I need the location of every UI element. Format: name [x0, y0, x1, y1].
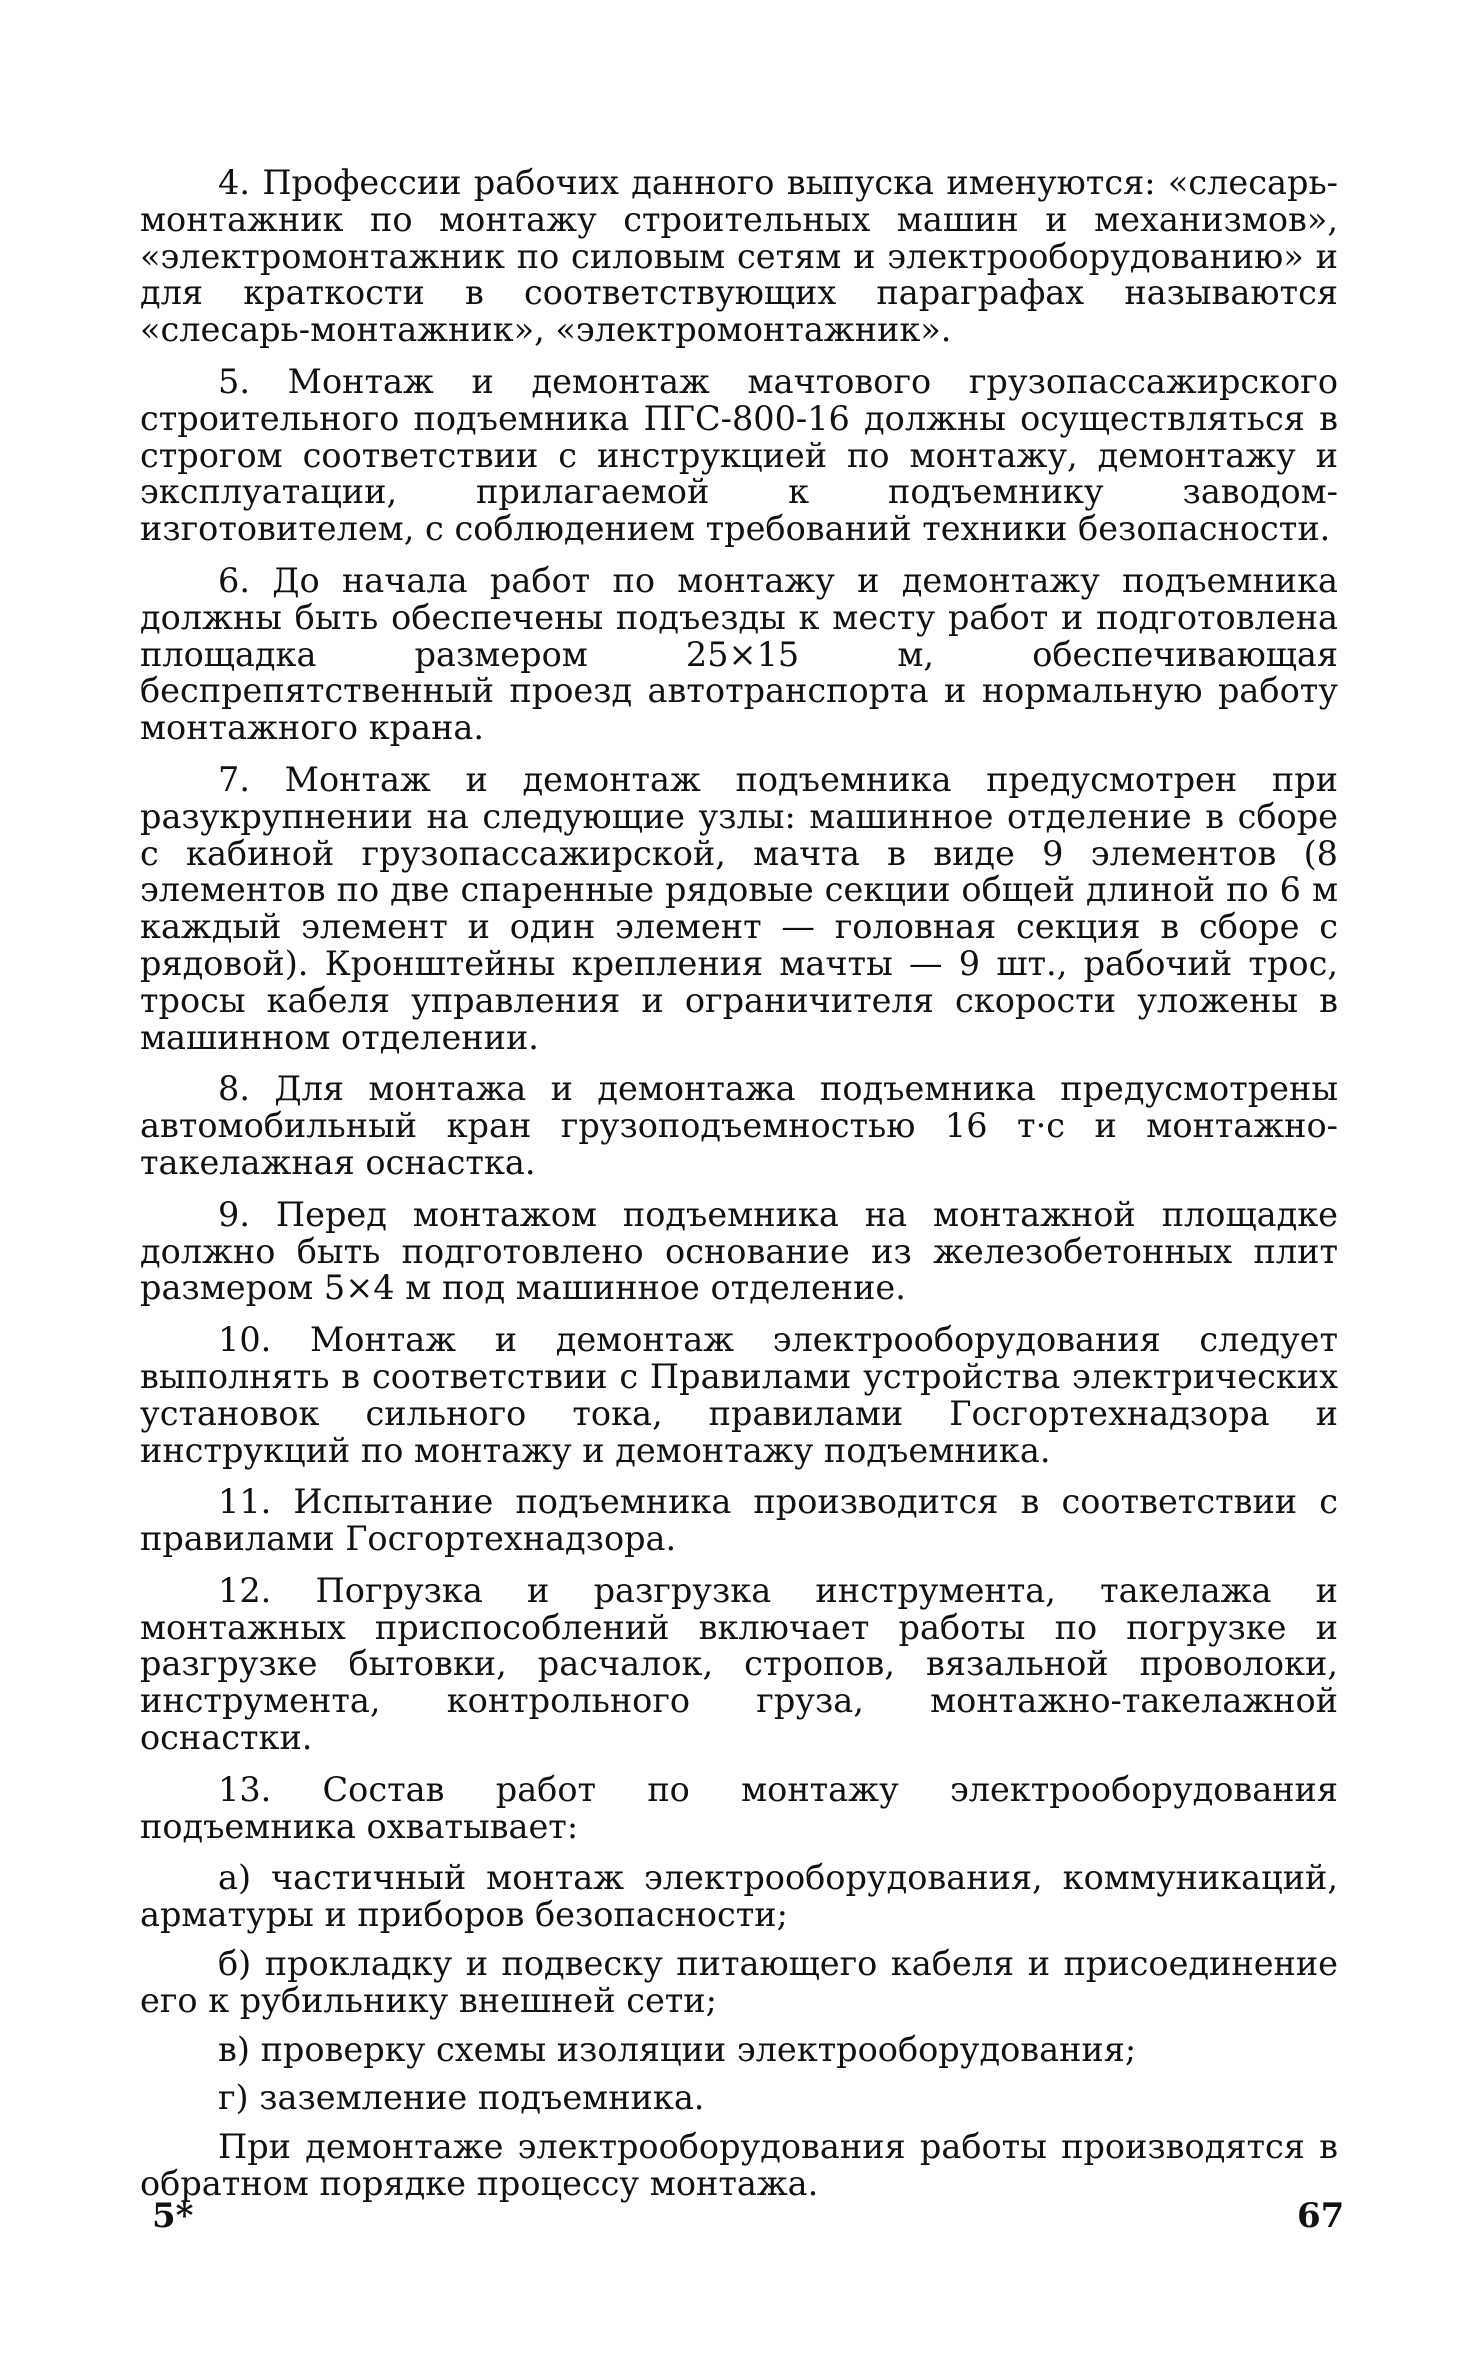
- paragraph-7: 7. Монтаж и демонтаж подъемника предусмотрен при разукрупнении на следующие узлы: машинное отделение в сборе с кабиной грузопассажирской, мачта в виде 9 элементов (8 элементов по две спаренные рядовые секции общей длиной по 6 м каждый элемент и один элемент — головная секция в сборе с рядовой). Кронштейны крепления мачты — 9 шт., рабочий трос, тросы кабеля управления и ограничителя скорости уложены в машинном отделении.: [140, 759, 1338, 1057]
- paragraph-8: 8. Для монтажа и демонтажа подъемника предусмотрены автомобильный кран грузоподъемностью 16 т·с и монтажно-такелажная оснастка.: [140, 1069, 1338, 1182]
- closing-paragraph: При демонтаже электрооборудования работы производятся в обратном порядке процессу монтажа.: [140, 2127, 1338, 2204]
- paragraph-4: 4. Профессии рабочих данного выпуска именуются: «слесарь-монтажник по монтажу строительных машин и механизмов», «электромонтажник по силовым сетям и электрооборудованию» и для краткости в соответствующих параграфах называются «слесарь-монтажник», «электромонтажник».: [140, 163, 1338, 350]
- paragraph-5: 5. Монтаж и демонтаж мачтового грузопассажирского строительного подъемника ПГС-800-16 должны осуществляться в строгом соответствии с инструкцией по монтажу, демонтажу и эксплуатации, прилагаемой к подъемнику заводом-изготовителем, с соблюдением требований техники безопасности.: [140, 361, 1338, 549]
- list-item-a: а) частичный монтаж электрооборудования, коммуникаций, арматуры и приборов безопасности;: [140, 1858, 1338, 1935]
- paragraph-13: 13. Состав работ по монтажу электрооборудования подъемника охватывает:: [140, 1769, 1338, 1846]
- page-body: [140, 165, 1338, 2218]
- list-item-v: в) проверку схемы изоляции электрооборудования;: [218, 2029, 1137, 2069]
- page-number: 67: [1297, 2196, 1345, 2236]
- paragraph-11: 11. Испытание подъемника производится в соответствии с правилами Госгортехнадзора.: [140, 1482, 1338, 1559]
- list-item-g: г) заземление подъемника.: [218, 2078, 705, 2118]
- list-item-b: б) прокладку и подвеску питающего кабеля и присоединение его к рубильнику внешней сети;: [140, 1944, 1338, 2020]
- paragraph-10: 10. Монтаж и демонтаж электрооборудования следует выполнять в соответствии с Правилами устройства электрических установок сильного тока, правилами Госгортехнадзора и инструкций по монтажу и демонтажу подъемника.: [140, 1320, 1338, 1470]
- paragraph-12: 12. Погрузка и разгрузка инструмента, такелажа и монтажных приспособлений включает работы по погрузке и разгрузке бытовки, расчалок, стропов, вязальной проволоки, инструмента, контрольного груза, монтажно-такелажной оснастки.: [140, 1570, 1338, 1758]
- signature-mark: 5*: [152, 2196, 194, 2236]
- paragraph-6: 6. До начала работ по монтажу и демонтажу подъемника должны быть обеспечены подъезды к месту работ и подготовлена площадка размером 25×15 м, обеспечивающая беспрепятственный проезд автотранспорта и нормальную работу монтажного крана.: [140, 560, 1338, 748]
- paragraph-9: 9. Перед монтажом подъемника на монтажной площадке должно быть подготовлено основание из железобетонных плит размером 5×4 м под машинное отделение.: [140, 1194, 1338, 1308]
